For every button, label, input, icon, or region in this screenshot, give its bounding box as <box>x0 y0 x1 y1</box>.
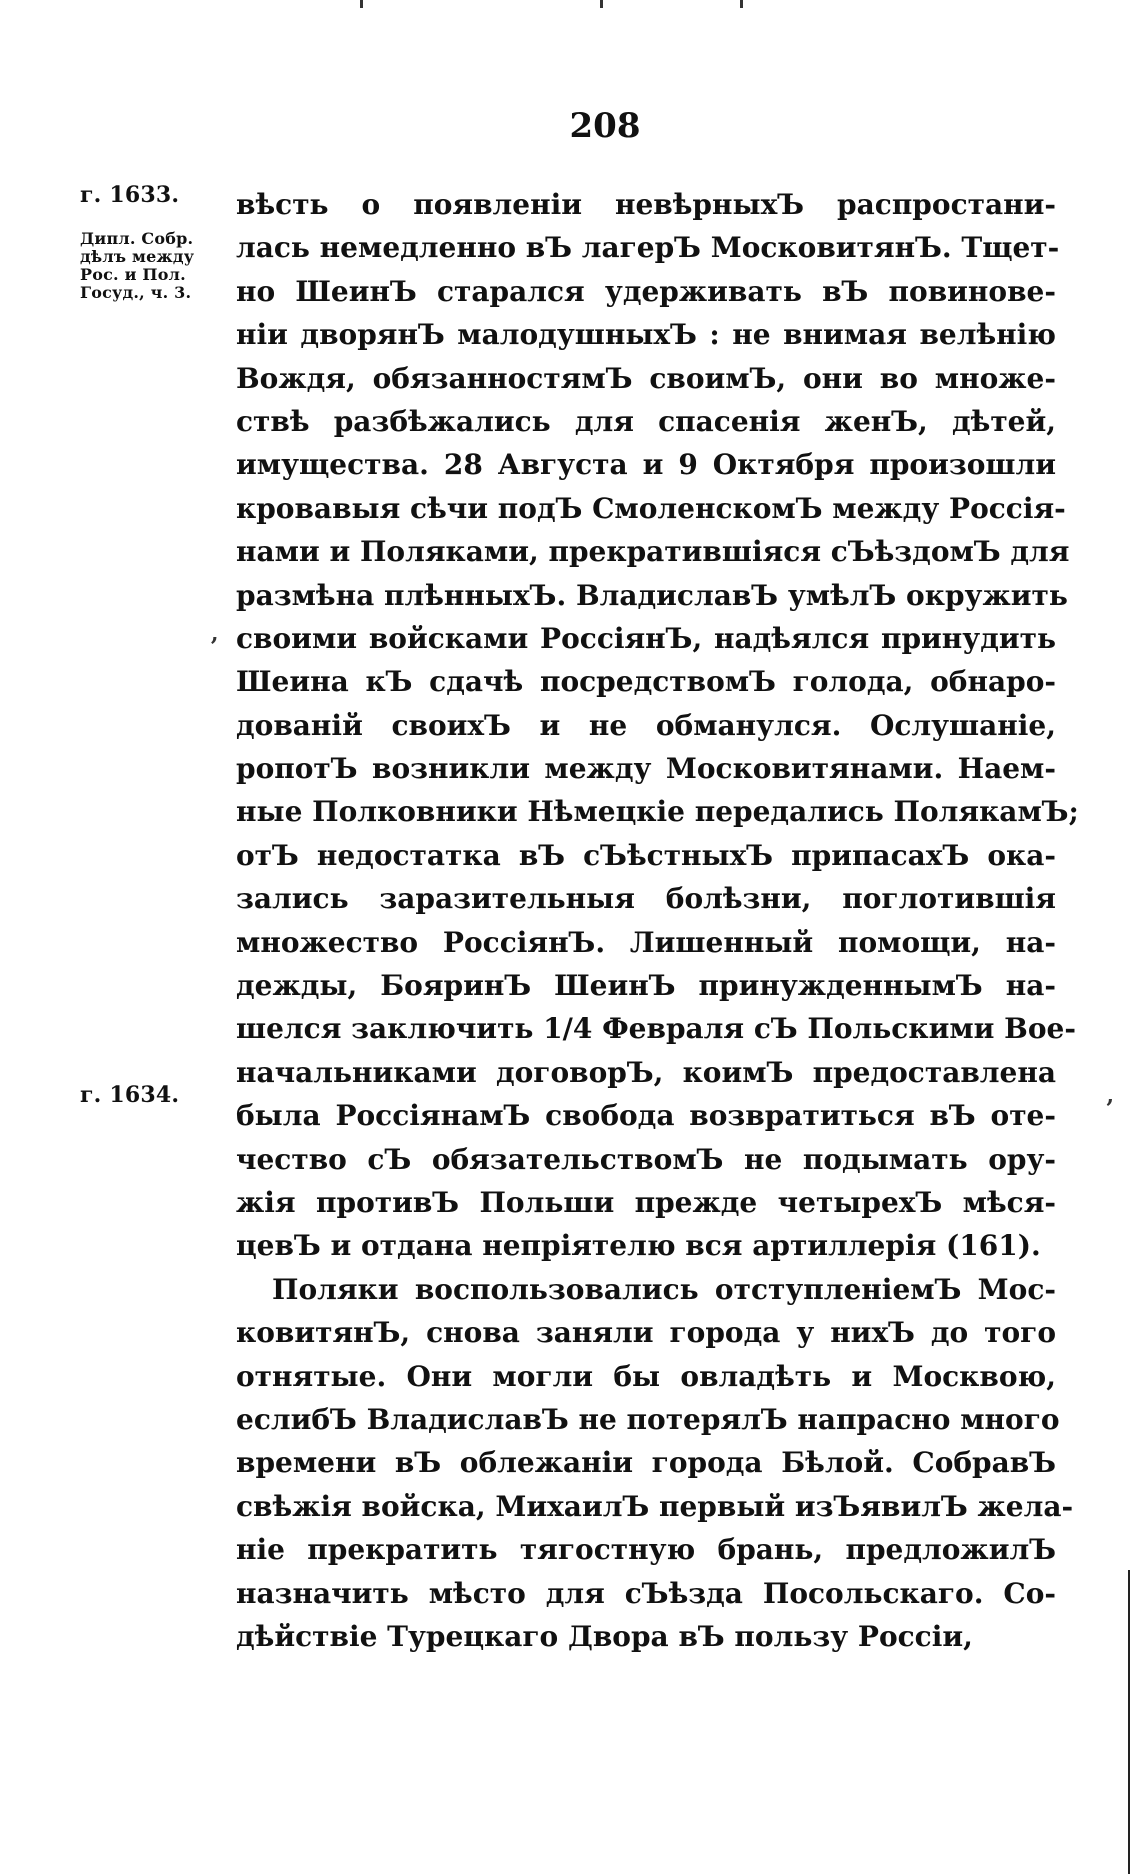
margin-source-note: Дипл. Собр. дѣлъ между Рос. и Пол. Госуд., ч. 3. <box>80 229 195 302</box>
text-line: дѣйствіе Турецкаго Двора вЪ пользу Россіи, <box>236 1619 973 1653</box>
text-line: ропотЪ возникли между Московитянами. Наем- <box>236 752 1056 786</box>
text-line: Шеина кЪ сдачѣ посредствомЪ голода, обнаро- <box>236 665 1056 699</box>
text-line: лась немедленно вЪ лагерЪ МосковитянЪ. Тщет- <box>236 231 1060 265</box>
text-line: Вождя, обязанностямЪ своимЪ, они во множе- <box>236 361 1056 395</box>
page-number: 208 <box>569 106 641 146</box>
text-line: отЪ недостатка вЪ сЪѣстныхЪ припасахЪ ока- <box>236 838 1056 872</box>
text-line: свѣжія войска, МихаилЪ первый изЪявилЪ жела- <box>236 1489 1074 1523</box>
text-line: Поляки воспользовались отступленіемЪ Мос- <box>272 1272 1056 1306</box>
text-line: начальниками договорЪ, коимЪ предоставлена <box>236 1055 1056 1089</box>
scan-mark <box>600 0 603 8</box>
stray-mark: ’ <box>210 632 219 661</box>
text-line: еслибЪ ВладиславЪ не потерялЪ напрасно много <box>236 1402 1060 1436</box>
text-line: нами и Поляками, прекратившіяся сЪѣздомЪ для <box>236 535 1070 569</box>
text-line: ніе прекратить тягостную брань, предложилЪ <box>236 1533 1056 1567</box>
text-line: ствѣ разбѣжались для спасенія женЪ, дѣтей, <box>236 404 1056 438</box>
text-line: зались заразительныя болѣзни, поглотившія <box>236 882 1056 916</box>
text-line: кровавыя сѣчи подЪ СмоленскомЪ между Россія- <box>236 491 1066 525</box>
text-line: ные Полковники Нѣмецкіе передались ПолякамЪ; <box>236 795 1079 829</box>
text-line: дежды, БояринЪ ШеинЪ принужденнымЪ на- <box>236 969 1056 1003</box>
text-line: множество РоссіянЪ. Лишенный помощи, на- <box>236 925 1056 959</box>
text-line: но ШеинЪ старался удерживать вЪ повинове- <box>236 274 1056 308</box>
text-line: вѣсть о появленіи невѣрныхЪ распростани- <box>236 188 1056 221</box>
body-text <box>236 183 1079 1658</box>
text-line: имущества. 28 Августа и 9 Октября произошли <box>236 448 1056 482</box>
text-line: цевЪ и отдана непріятелю вся артиллерія (161). <box>236 1229 1041 1263</box>
scan-mark <box>740 0 743 8</box>
text-line: была РоссіянамЪ свобода возвратиться вЪ оте- <box>236 1099 1056 1133</box>
text-line: ковитянЪ, снова заняли города у нихЪ до того <box>236 1316 1056 1350</box>
scan-edge-line <box>1128 1570 1130 1874</box>
text-line: чество сЪ обязательствомЪ не подымать ору- <box>236 1142 1056 1176</box>
margin-year-1633: г. 1633. <box>80 182 180 208</box>
text-line: назначить мѣсто для сЪѣзда Посольскаго. Со- <box>236 1576 1056 1610</box>
stray-mark: ‚ <box>1106 1080 1115 1109</box>
text-line: своими войсками РоссіянЪ, надѣялся принудить <box>236 621 1056 655</box>
text-line: ніи дворянЪ малодушныхЪ : не внимая велѣнію <box>236 318 1056 352</box>
text-line: жія противЪ Польши прежде четырехЪ мѣся- <box>236 1185 1056 1219</box>
text-line: времени вЪ облежаніи города Бѣлой. СобравЪ <box>236 1446 1056 1480</box>
margin-year-1634: г. 1634. <box>80 1082 180 1108</box>
text-line: отнятые. Они могли бы овладѣть и Москвою, <box>236 1359 1056 1393</box>
text-line: дованій своихЪ и не обманулся. Ослушаніе, <box>236 708 1056 742</box>
text-line: шелся заключить 1/4 Февраля сЪ Польскими Вое- <box>236 1012 1076 1046</box>
text-line: размѣна плѣнныхЪ. ВладиславЪ умѣлЪ окружить <box>236 578 1068 612</box>
scan-mark <box>360 0 363 8</box>
